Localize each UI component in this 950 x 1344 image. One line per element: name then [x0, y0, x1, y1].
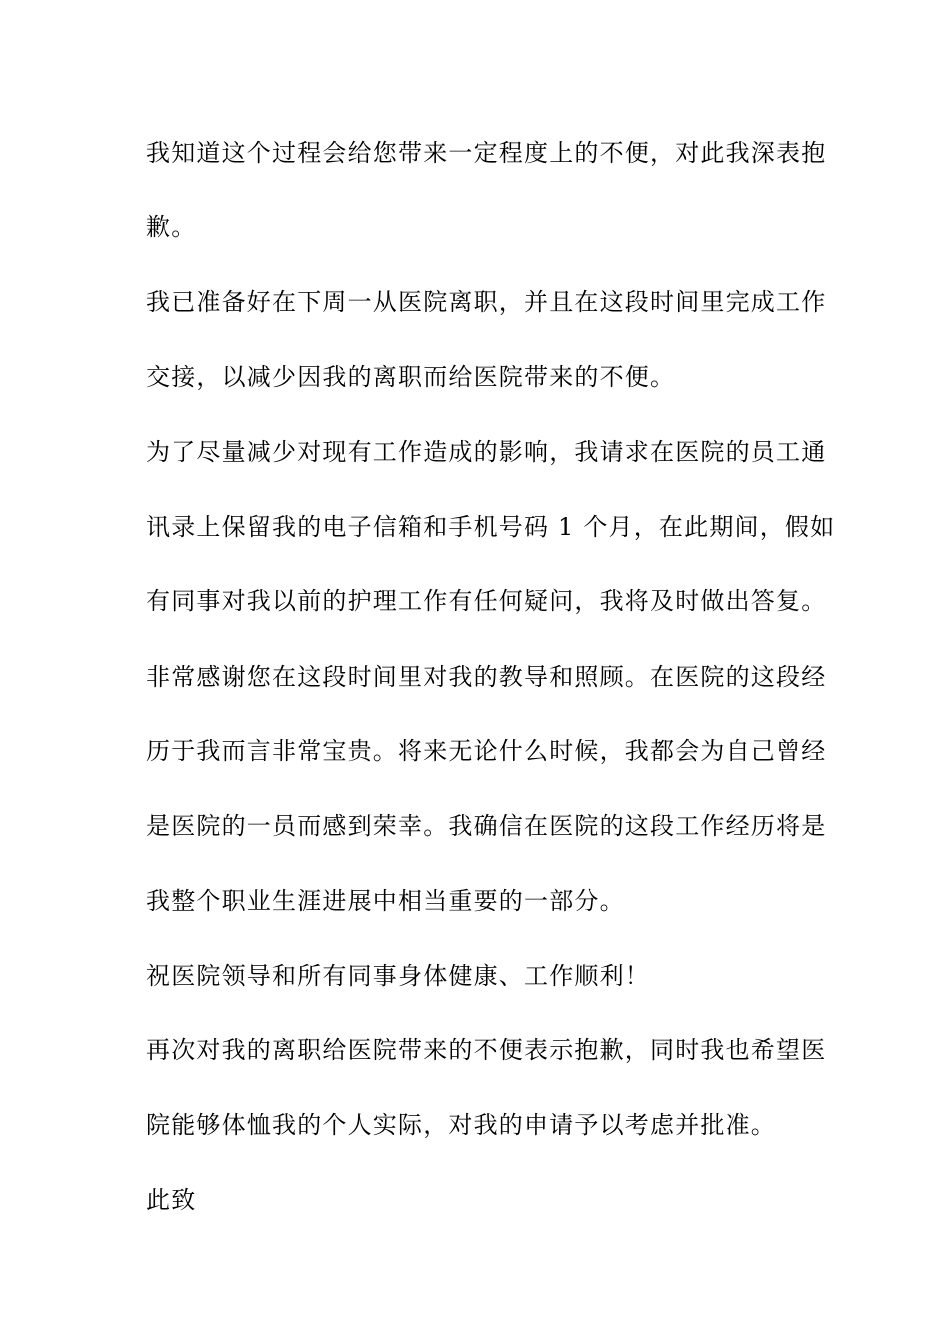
text-line: 有同事对我以前的护理工作有任何疑问，我将及时做出答复。: [146, 587, 827, 615]
closing-salutation: 此致: [146, 1186, 197, 1214]
text-line: 交接，以减少因我的离职而给医院带来的不便。: [146, 363, 676, 391]
text-line: 为了尽量减少对现有工作造成的影响，我请求在医院的员工通: [146, 438, 827, 466]
text-line: 我知道这个过程会给您带来一定程度上的不便，对此我深表抱: [146, 139, 827, 167]
text-line: 再次对我的离职给医院带来的不便表示抱歉，同时我也希望医: [146, 1036, 827, 1064]
text-line: 非常感谢您在这段时间里对我的教导和照顾。在医院的这段经: [146, 663, 827, 691]
text-line: 我已准备好在下周一从医院离职，并且在这段时间里完成工作: [146, 288, 827, 316]
text-line: 是医院的一员而感到荣幸。我确信在医院的这段工作经历将是: [146, 812, 827, 840]
text-line: 我整个职业生涯进展中相当重要的一部分。: [146, 887, 625, 915]
text-line: 讯录上保留我的电子信箱和手机号码 1 个月，在此期间，假如: [146, 513, 836, 541]
text-line: 歉。: [146, 213, 197, 241]
text-line: 历于我而言非常宝贵。将来无论什么时候，我都会为自己曾经: [146, 737, 827, 765]
text-line: 院能够体恤我的个人实际，对我的申请予以考虑并批准。: [146, 1111, 776, 1139]
text-line: 祝医院领导和所有同事身体健康、工作顺利！: [146, 962, 650, 990]
